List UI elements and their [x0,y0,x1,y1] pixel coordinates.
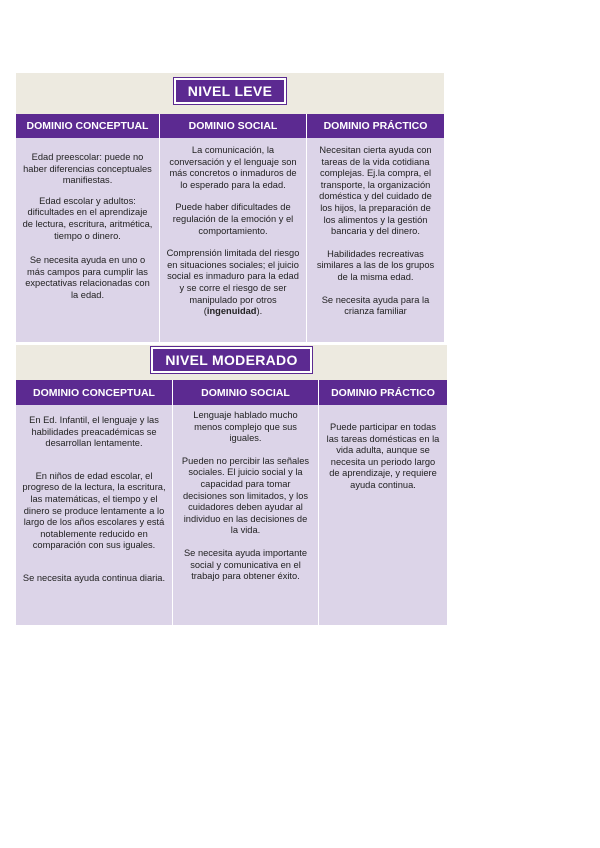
header-dominio-social: DOMINIO SOCIAL [160,114,307,138]
nivel-leve-header-row [16,114,444,138]
leve-social-text-risk [166,248,300,318]
nivel-moderado-body-row [16,405,447,625]
leve-social-text: Puede haber dificultades de regulación de la emoción y el comportamiento. [172,202,294,236]
moderado-practico-text: Puede participar en todas las tareas domésticas en la vida adulta, aunque se necesita un periodo largo de aprendizaje, y requiere ayuda continua. [326,422,440,490]
header-dominio-practico: DOMINIO PRÁCTICO [323,120,428,132]
moderado-social-text: Lenguaje hablado mucho menos complejo que sus iguales. [193,410,298,444]
leve-practico-text: Habilidades recreativas similares a las de los grupos de la misma edad. [316,248,435,282]
nivel-leve-title: NIVEL LEVE [174,78,286,104]
nivel-leve-body-row [16,138,444,342]
moderado-social-text: Pueden no percibir las señales sociales. El juicio social y la capacidad para tomar decisiones son limitados, y los cuidadores deben ayudar al individuo en las decisiones de la vida. [181,455,310,536]
leve-social-risk-text: Comprensión limitada del riesgo en situaciones sociales; el juicio social es inmaduro para la edad y se corre el riesgo de ser manipulado por otros ( [166,248,300,317]
header-dominio-conceptual: DOMINIO CONCEPTUAL [16,380,173,405]
leve-conceptual-text: Se necesita ayuda en uno o más campos para cumplir las expectativas relacionadas con la edad. [25,255,150,300]
nivel-moderado-section [16,345,447,625]
leve-social-risk-end: ). [256,306,263,317]
nivel-leve-section [16,73,444,342]
moderado-social-cell [173,405,319,625]
leve-conceptual-text: Edad escolar y adultos: dificultades en el aprendizaje de lectura, escritura, aritmética, tiempo o dinero. [22,195,153,241]
leve-conceptual-cell [16,138,160,342]
moderado-conceptual-text: En niños de edad escolar, el progreso de la lectura, la escritura, las matemáticas, el tiempo y el dinero se produce lentamente a lo largo de los años escolares y está notablemente reducido en comparación con sus iguales. [22,470,166,551]
nivel-moderado-title: NIVEL MODERADO [151,347,311,373]
leve-conceptual-text: Edad preescolar: puede no haber diferencias conceptuales manifiestas. [23,152,152,186]
nivel-moderado-title-bar [16,347,447,373]
moderado-conceptual-text: En Ed. Infantil, el lenguaje y las habilidades preacadémicas se desarrollan lentamente. [29,415,159,449]
leve-practico-text: Necesitan cierta ayuda con tareas de la vida cotidiana complejas. Ej.la compra, el transporte, la organización doméstica y del cuidado de los hijos, la preparación de los alimentos y la gestión bancaria y del dinero. [319,145,432,237]
header-dominio-conceptual: DOMINIO CONCEPTUAL [16,114,160,138]
header-dominio-social: DOMINIO SOCIAL [173,380,319,405]
moderado-conceptual-cell [16,405,173,625]
moderado-conceptual-text: Se necesita ayuda continua diaria. [22,572,166,583]
leve-practico-text: Se necesita ayuda para la crianza familiar [321,294,430,317]
leve-social-text: La comunicación, la conversación y el lenguaje son más concretos o inmaduros de lo esperado para la edad. [169,145,297,190]
moderado-practico-cell [319,405,447,625]
leve-social-ingenuidad: ingenuidad [206,306,257,317]
leve-practico-cell [307,138,444,342]
header-dominio-practico: DOMINIO PRÁCTICO [331,386,435,399]
nivel-moderado-header-row [16,380,447,405]
nivel-leve-title-bar [16,79,444,103]
leve-social-cell [160,138,307,342]
moderado-social-text: Se necesita ayuda importante social y comunicativa en el trabajo para obtener éxito. [183,547,307,582]
